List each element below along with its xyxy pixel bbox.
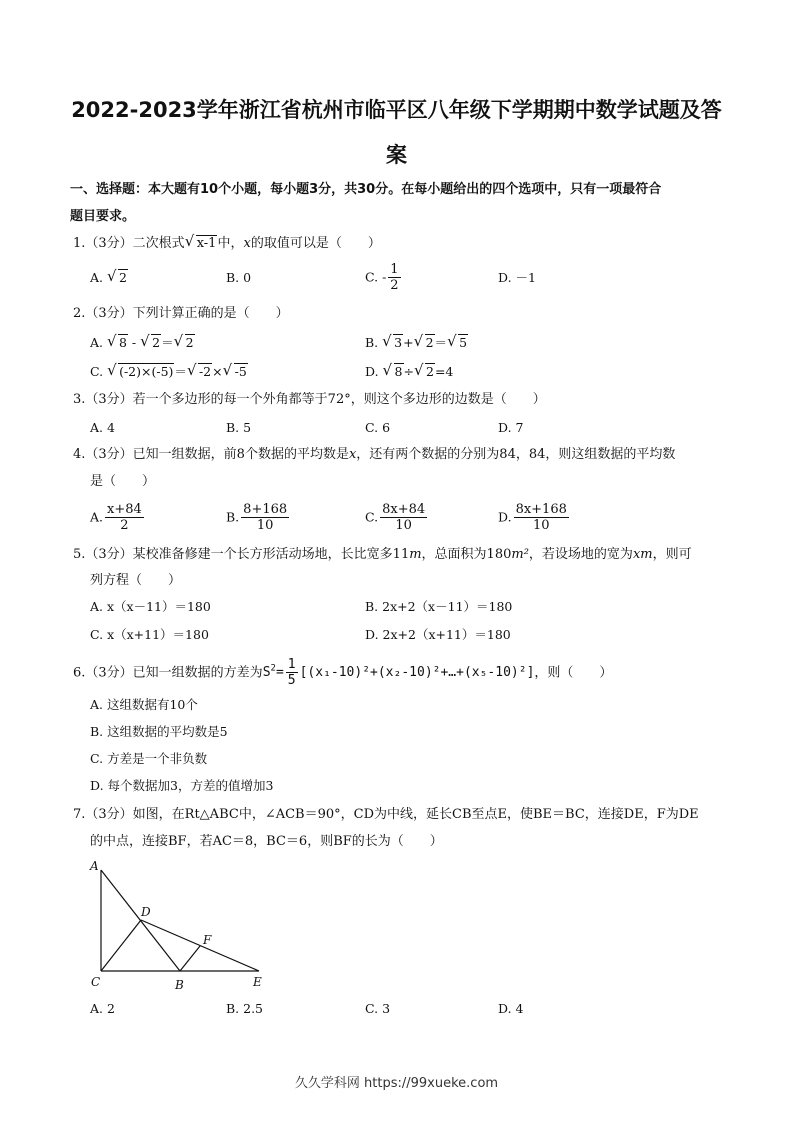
doc-title-line1: 2022-2023学年浙江省杭州市临平区八年级下学期期中数学试题及答 — [71, 98, 722, 122]
q3-option-b[interactable]: B. 5 — [226, 420, 252, 435]
question-1-stem: 1.（3分）二次根式√ x-1中，x的取值可以是（ ） — [73, 230, 381, 257]
q2-option-b[interactable]: B. √ 3+√ 2＝√ 5 — [365, 333, 468, 353]
q7-option-c[interactable]: C. 3 — [365, 1001, 391, 1016]
question-4-stem: 4.（3分）已知一组数据，前8个数据的平均数是x，还有两个数据的分别为84，84，则这组数据的平均数 — [73, 447, 676, 462]
q5-option-a[interactable]: A. x（x－11）＝180 — [90, 599, 211, 614]
q4-option-b[interactable]: B. $\frac{8+168}{10}$ — [226, 502, 288, 533]
q6-option-d[interactable]: D. 每个数据加3，方差的值增加3 — [90, 778, 274, 793]
label-d: D — [141, 905, 151, 919]
triangle-figure — [85, 858, 275, 993]
q7-option-d[interactable]: D. 4 — [498, 1001, 524, 1016]
sqrt-symbol: √ x-1 — [185, 230, 218, 257]
q3-option-c[interactable]: C. 6 — [365, 420, 391, 435]
q4-option-a[interactable]: A. $\frac{x+84}{2}$ — [90, 502, 142, 533]
q6-option-c[interactable]: C. 方差是一个非负数 — [90, 751, 208, 766]
q3-option-d[interactable]: D. 7 — [498, 420, 524, 435]
q3-option-a[interactable]: A. 4 — [90, 420, 115, 435]
q2-option-d[interactable]: D. √ 8÷√ 2=4 — [365, 362, 453, 382]
label-c: C — [91, 975, 101, 989]
q5-option-b[interactable]: B. 2x+2（x－11）＝180 — [365, 599, 513, 614]
question-7-stem: 7.（3分）如图，在Rt△ABC中，∠ACB＝90°，CD为中线，延长CB至点E，使BE＝BC，连接DE，F为DE — [73, 807, 699, 822]
label-a: A — [90, 859, 99, 873]
q1-option-a[interactable]: A. √ 2 — [90, 268, 128, 288]
question-5-stem: 5.（3分）某校准备修建一个长方形活动场地，长比宽多11m，总面积为180m²，若设场地的宽为xm，则可 — [73, 547, 692, 562]
segment-cd — [101, 920, 141, 971]
footer-watermark: 久久学科网 https://99xueke.com — [294, 1076, 499, 1091]
section-heading — [70, 176, 730, 230]
q4-option-d[interactable]: D. $\frac{8x+168}{10}$ — [498, 502, 567, 533]
q4-option-c[interactable]: C. $\frac{8x+84}{10}$ — [365, 502, 426, 533]
q1-option-c[interactable]: C. - $\frac{1}{2}$ — [365, 262, 399, 293]
question-6-stem: 6.（3分）已知一组数据的方差为$S^2=$ $\frac{1}{5}$ [(x₁-10)²+(x₂-10)²+…+(x₅-10)²]，则（ ） — [73, 656, 613, 688]
q5-option-c[interactable]: C. x（x+11）＝180 — [90, 627, 209, 642]
question-3-stem: 3.（3分）若一个多边形的每一个外角都等于72°，则这个多边形的边数是（ ） — [73, 392, 546, 407]
label-b: B — [175, 978, 184, 992]
q2-option-a[interactable]: A. √ 8 - √ 2＝√ 2 — [90, 333, 195, 353]
segment-de — [141, 920, 259, 971]
q1-option-d[interactable]: D. －1 — [498, 270, 536, 285]
question-7-stem-cont: 的中点，连接BF，若AC＝8，BC＝6，则BF的长为（ ） — [90, 834, 443, 849]
question-4-stem-cont: 是（ ） — [90, 474, 156, 489]
question-2-stem: 2.（3分）下列计算正确的是（ ） — [73, 306, 289, 321]
section-heading-line1: 一、选择题：本大题有10个小题，每小题3分，共30分。在每小题给出的四个选项中，只有一项最符合 — [70, 182, 662, 197]
q2-option-c[interactable]: C. √ (-2)×(-5)＝√ -2×√ -5 — [90, 362, 248, 382]
segment-bf — [180, 946, 200, 971]
doc-title-line2: 案 — [386, 143, 407, 167]
q5-option-d[interactable]: D. 2x+2（x+11）＝180 — [365, 627, 511, 642]
q1-option-b[interactable]: B. 0 — [226, 270, 252, 285]
section-heading-line2: 题目要求。 — [70, 209, 136, 224]
variance-formula: $S^2=$ $\frac{1}{5}$ [(x₁-10)²+(x₂-10)²+…+(x₅-10)²] — [262, 656, 535, 688]
question-5-stem-cont: 列方程（ ） — [90, 573, 182, 588]
q7-option-b[interactable]: B. 2.5 — [226, 1001, 264, 1016]
q7-option-a[interactable]: A. 2 — [90, 1001, 115, 1016]
q6-option-b[interactable]: B. 这组数据的平均数是5 — [90, 724, 228, 739]
label-e: E — [253, 975, 262, 989]
q6-option-a[interactable]: A. 这组数据有10个 — [90, 697, 198, 712]
fraction: $\frac{1}{2}$ — [390, 262, 399, 293]
label-f: F — [203, 933, 212, 947]
